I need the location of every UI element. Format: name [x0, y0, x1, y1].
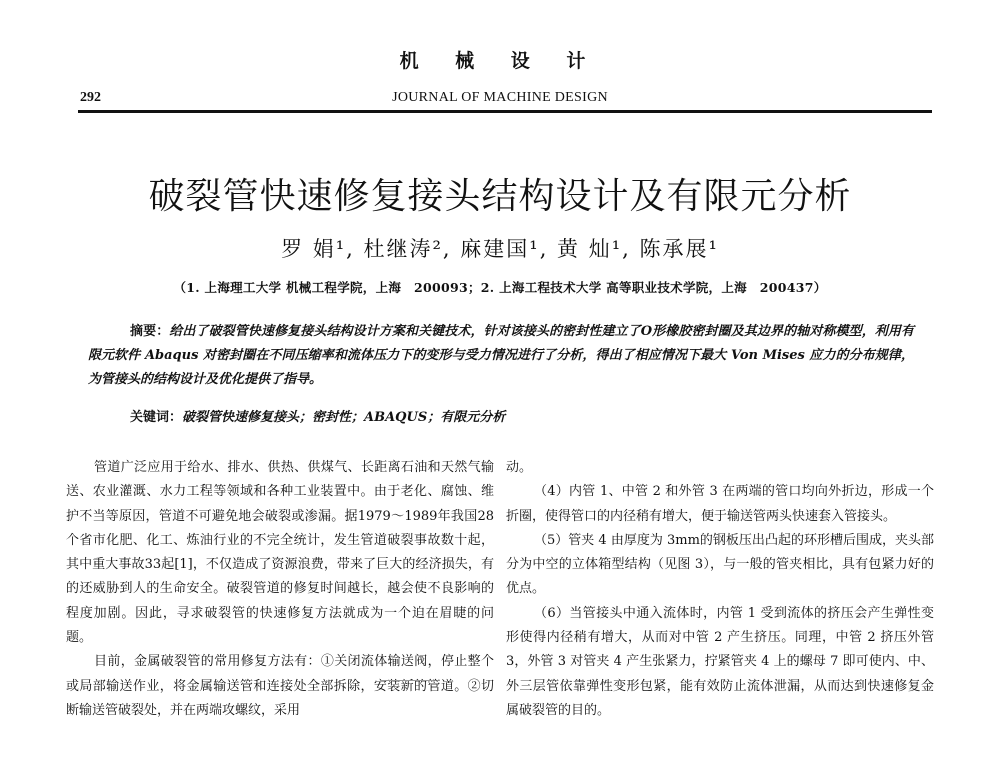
affiliations: （1. 上海理工大学 机械工程学院，上海 200093；2. 上海工程技术大学 高等职业技术学院，上海 200437）: [173, 280, 827, 295]
abstract-label: 摘要：: [130, 324, 170, 339]
keywords: [130, 407, 910, 429]
body-paragraph: （5）管夹 4 由厚度为 3mm的钢板压出凸起的环形槽后围成，夹头部分为中空的立体箱型结构（见图 3），与一般的管夹相比，具有包紧力好的优点。: [506, 532, 934, 597]
abstract: [88, 320, 914, 392]
abstract-text: 给出了破裂管快速修复接头结构设计方案和关键技术，针对该接头的密封性建立了O形橡胶密封圈及其边界的轴对称模型，利用有限元软件 Abaqus 对密封圈在不同压缩率和流体压力下的变形与受力情况进行了分析，得出了相应情况下最大 Von Mises 应力的分布规律， 为管接头的结构设计及优化提供了指导。: [88, 324, 914, 387]
journal-title-chinese: 机 械 设 计: [399, 50, 601, 72]
author-list: 罗 娟¹, 杜继涛², 麻建国¹, 黄 灿¹, 陈承展¹: [281, 237, 719, 261]
keywords-text: 破裂管快速修复接头；密封性；ABAQUS；有限元分析: [182, 410, 506, 425]
column-divider: [380, 680, 432, 681]
keywords-label: 关键词：: [130, 410, 183, 425]
body-paragraph: （4）内管 1、中管 2 和外管 3 在两端的管口均向外折边，形成一个折圈，使得管口的内径稍有增大，便于输送管两头快速套入管接头。: [506, 484, 934, 524]
body-column-right: [506, 456, 934, 723]
page-number: 292: [80, 90, 101, 105]
journal-title-english: JOURNAL OF MACHINE DESIGN: [392, 90, 608, 105]
body-column-left: [66, 456, 494, 723]
header-rule: [78, 110, 932, 113]
article-title: 破裂管快速修复接头结构设计及有限元分析: [148, 176, 852, 217]
body-paragraph: 目前，金属破裂管的常用修复方法有：①关闭流体输送阀，停止整个或局部输送作业，将金属输送管和连接处全部拆除，安装新的管道。②切断输送管破裂处，并在两端攻螺纹，采用: [66, 654, 494, 718]
body-paragraph-continuation: 动。: [506, 460, 533, 475]
body-paragraph: （6）当管接头中通入流体时，内管 1 受到流体的挤压会产生弹性变形使得内径稍有增大，从而对中管 2 产生挤压。同理，中管 2 挤压外管 3，外管 3 对管夹 4 产生张紧力，拧紧管夹 4 上的螺母 7 即可使内、中、外三层管依靠弹性变形包紧，能有效防止流体泄漏，从而达到快速修复金属破裂管的目的。: [506, 605, 934, 718]
body-paragraph: 管道广泛应用于给水、排水、供热、供煤气、长距离石油和天然气输送、农业灌溉、水力工程等领域和各种工业装置中。由于老化、腐蚀、维护不当等原因，管道不可避免地会破裂或渗漏。据1979～1989年我国28个省市化肥、化工、炼油行业的不完全统计，发生管道破裂事故数十起，其中重大事故33起[1]，不仅造成了资源浪费，带来了巨大的经济损失，有的还威胁到人的生命安全。破裂管道的修复时间越长，越会使不良影响的程度加剧。因此，寻求破裂管的快速修复方法就成为一个迫在眉睫的问题。: [66, 460, 494, 646]
